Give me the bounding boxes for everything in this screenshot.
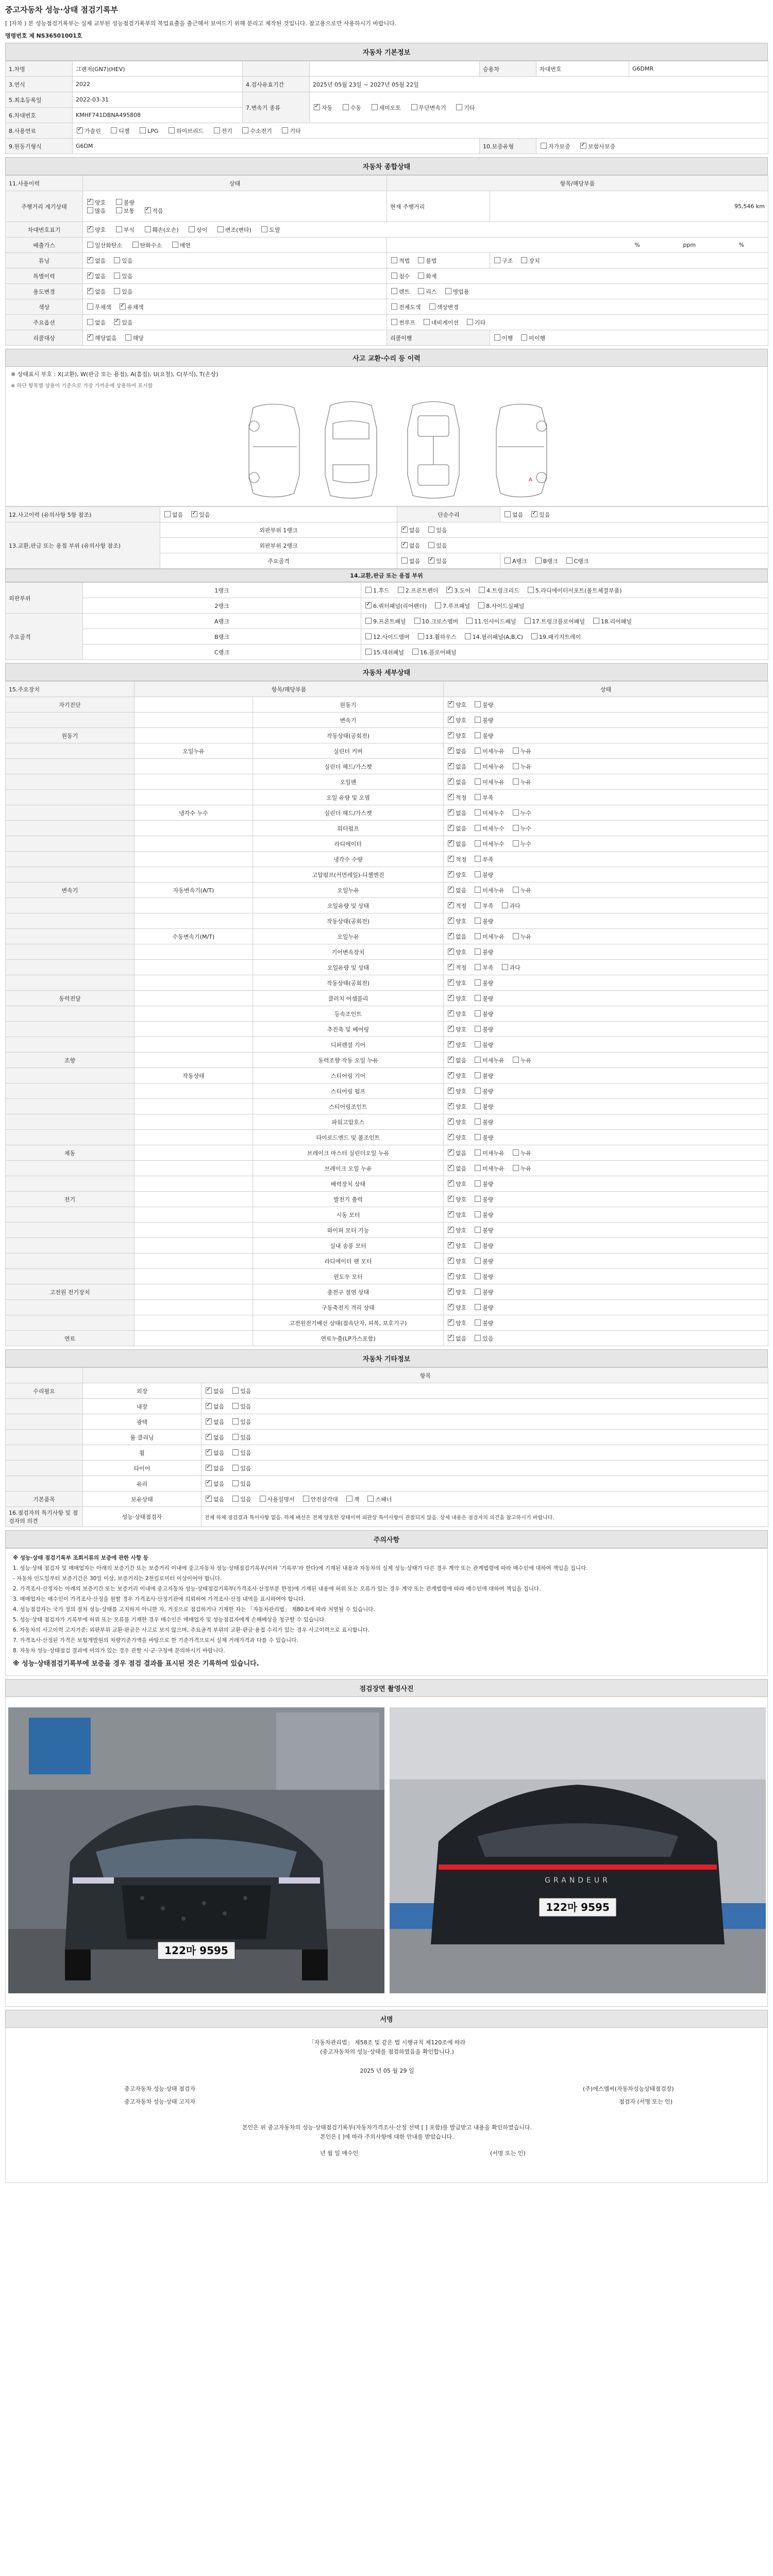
- extra-row: 광택 ✓ 없음 있음: [6, 1414, 768, 1430]
- detail-row: 등속조인트 ✓ 양호 불량: [6, 1006, 768, 1022]
- detail-state: ✓ 없음 미세누유 누유: [444, 774, 768, 790]
- section-detail-header: 자동차 세부상태: [5, 663, 768, 681]
- section-overall-header: 자동차 종합상태: [5, 157, 768, 175]
- checkbox: [346, 1496, 352, 1502]
- detail-state: ✓ 양호 불량: [444, 1006, 768, 1022]
- checkbox: [448, 1196, 454, 1202]
- checkbox: [513, 1165, 519, 1171]
- detail-row: 수동변속기(M/T) 오일누유 ✓ 없음 미세누유 누유: [6, 929, 768, 944]
- detail-row: 연료 연료누출(LP가스포함) ✓ 없음 있음: [6, 1331, 768, 1346]
- detail-state: ✓ 없음 미세누수 누수: [444, 821, 768, 836]
- mileage-value: 95,546 km: [490, 191, 768, 222]
- detail-row: 고전원전기배선 상태(접속단자, 피복, 보호기구) ✓ 양호 불량: [6, 1315, 768, 1331]
- checkbox: [206, 1496, 212, 1502]
- checkbox: [513, 763, 519, 769]
- checkbox: [367, 1496, 374, 1502]
- detail-row: 배력장치 상태 ✓ 양호 불량: [6, 1176, 768, 1192]
- checkbox: [448, 1211, 454, 1217]
- svg-text:A: A: [529, 477, 532, 483]
- detail-state: ✓ 양호 불량: [444, 1269, 768, 1284]
- checkbox: [475, 871, 481, 877]
- detail-state: ✓ 양호 불량: [444, 1223, 768, 1238]
- checkbox: [475, 1335, 481, 1341]
- extra-table: 항목 수리필요 외장 ✓ 없음 있음 내장 ✓ 없음 있음 광택 ✓ 없음 있음 룸 클리닝 ✓ 없음 있음 휠 ✓ 없음 있음 타이어 ✓ 없음 있음 유리 ✓ 없음 있음 기본품목 보유상태 ✓ 없음 있음 사용설명서 안전삼각대 잭 스패너 16.점검자의 특기사항 및 점검자의 의견 성능·상태점검자 전체 하체 점검결과 특이사항 없음. 하체 배선은 전체 양호한 상태이며 외관상 특이사항이 관찰되지 않음. 상세 내용은 점검자의 의견을 참고하시기 바랍니다.: [5, 1367, 768, 1527]
- odometer-options: ✓양호 불량 많음 보통 ✓ 적음: [83, 191, 387, 222]
- detail-state: ✓ 양호 불량: [444, 1284, 768, 1300]
- checkbox: [475, 1319, 481, 1326]
- checkbox: [475, 1149, 481, 1156]
- detail-state: ✓ 양호 불량: [444, 913, 768, 929]
- detail-state: ✓ 양호 불량: [444, 728, 768, 743]
- detail-row: 오일유량 및 상태 ✓ 적정 부족 과다: [6, 960, 768, 975]
- overall-table: 11.사용이력 상태 항목/해당부품 주행거리 계기상태 ✓양호 불량 많음 보통 ✓ 적음 현재 주행거리 95,546 km 차대번호표기 ✓ 양호 부식 훼손(오손) 상이 변조(변타) 도말 배출가스 일산화탄소 탄화수소 매연 % ppm % 튜닝 ✓ 없음 있음 적법 불법 구조 장치 특별이력 ✓ 없음 있음 침수 화재 용도변경 ✓ 없음 있음 렌트 리스 영업용 색상 무채색✓ 유채색 전체도색 색상변경 주요옵션 없음✓ 있음 썬루프 네비게이션 기타 리콜대상 ✓ 해당없음 해당 리콜이행 이행 미이행: [5, 175, 768, 346]
- checkbox: [475, 1227, 481, 1233]
- section-photos-header: 점검장면 촬영사진: [5, 1679, 768, 1697]
- checkbox: [475, 763, 481, 769]
- checkbox: [448, 1258, 454, 1264]
- detail-row: 냉각수 수량 ✓ 적정 부족: [6, 852, 768, 867]
- detail-row: 라디에이터 팬 모터 ✓ 양호 불량: [6, 1253, 768, 1269]
- checkbox: [475, 964, 481, 970]
- checkbox: [206, 1465, 212, 1471]
- checkbox: [475, 1041, 481, 1047]
- svg-text:122마 9595: 122마 9595: [164, 1944, 228, 1957]
- extra-row: 휠 ✓ 없음 있음: [6, 1445, 768, 1461]
- checkbox: [513, 1057, 519, 1063]
- checkbox: [448, 825, 454, 831]
- checkbox: [475, 1273, 481, 1279]
- damage-legend: ※ 상태표시 부호 : X(교환), W(판금 또는 용접), A(흠집), U(요철), C(부식), T(손상): [11, 371, 219, 378]
- detail-row: 작동상태 스티어링 기어 ✓ 양호 불량: [6, 1068, 768, 1083]
- checkbox: [448, 1227, 454, 1233]
- damage-legend-note: ※ 하단 항목별 상용어 기준으로 가장 가까운에 상용하여 표시함: [11, 383, 153, 389]
- checkbox: [475, 1196, 481, 1202]
- detail-row: 워터펌프 ✓ 없음 미세누수 누수: [6, 821, 768, 836]
- detail-row: 디퍼렌셜 기어 ✓ 양호 불량: [6, 1037, 768, 1053]
- warranty-options: 자가보증 ✓ 보험사보증: [536, 139, 768, 154]
- checkbox: [448, 1242, 454, 1248]
- detail-state: ✓ 없음 미세누수 누수: [444, 836, 768, 852]
- vin-options: ✓ 양호 부식 훼손(오손) 상이 변조(변타) 도말: [83, 222, 768, 238]
- detail-state: ✓ 양호 불량: [444, 1238, 768, 1253]
- checkbox: [448, 948, 454, 955]
- detail-row: 와이퍼 모터 기능 ✓ 양호 불량: [6, 1223, 768, 1238]
- checkbox: [475, 1211, 481, 1217]
- detail-state: ✓ 없음 미세누유 누유: [444, 1161, 768, 1176]
- checkbox: [475, 933, 481, 939]
- checkbox: [448, 1134, 454, 1140]
- checkbox: [448, 918, 454, 924]
- accident-table: 12.사고이력 (유의사항 5항 참조) 없음✓ 있음 단순수리 없음✓ 있음 13.교환,판금 또는 용접 부위 (유의사항 참조) 외판부위 1랭크 ✓ 없음 있음 외판부위 2랭크 ✓ 없음 있음 주요골격 없음✓ 있음 A랭크 B랭크 C랭크: [5, 506, 768, 569]
- checkbox: [475, 856, 481, 862]
- extra-row: 기본품목 보유상태 ✓ 없음 있음 사용설명서 안전삼각대 잭 스패너: [6, 1492, 768, 1507]
- checkbox: [475, 1304, 481, 1310]
- checkbox: [475, 1242, 481, 1248]
- detail-state: ✓ 양호 불량: [444, 1114, 768, 1130]
- checkbox: [232, 1403, 239, 1409]
- checkbox: [475, 918, 481, 924]
- detail-state: ✓ 양호 불량: [444, 975, 768, 991]
- detail-state: ✓ 양호 불량: [444, 1176, 768, 1192]
- checkbox: [448, 1072, 454, 1078]
- detail-state: ✓ 적정 부족: [444, 852, 768, 867]
- detail-row: 추진축 및 베어링 ✓ 양호 불량: [6, 1022, 768, 1037]
- checkbox: [475, 1258, 481, 1264]
- checkbox: [475, 1103, 481, 1109]
- detail-row: 전기 발전기 출력 ✓ 양호 불량: [6, 1192, 768, 1207]
- svg-text:GRANDEUR: GRANDEUR: [545, 1876, 611, 1885]
- checkbox: [448, 1118, 454, 1125]
- notes-warning: ※ 성능·상태점검기록부에 보증을 경우 점검 결과를 표시된 것은 기록하여 있습니다.: [13, 1660, 259, 1668]
- detail-row: 고전원 전기장치 충전구 절연 상태 ✓ 양호 불량: [6, 1284, 768, 1300]
- checkbox: [232, 1449, 239, 1455]
- checkbox: [448, 1304, 454, 1310]
- checkbox: [475, 948, 481, 955]
- checkbox: [475, 794, 481, 800]
- checkbox: [475, 717, 481, 723]
- detail-state: ✓ 양호 불량: [444, 867, 768, 883]
- checkbox: [475, 1088, 481, 1094]
- checkbox: [448, 763, 454, 769]
- detail-state: ✓ 양호 불량: [444, 1207, 768, 1223]
- damage-diagram-area: [5, 367, 768, 506]
- section-damage-header: 사고 교환·수리 등 이력: [5, 349, 768, 367]
- checkbox: [448, 1165, 454, 1171]
- checkbox: [448, 933, 454, 939]
- detail-state: ✓ 양호 불량: [444, 1099, 768, 1114]
- emission-options: 일산화탄소 탄화수소 매연: [83, 238, 387, 253]
- checkbox: [475, 778, 481, 785]
- checkbox: [448, 748, 454, 754]
- checkbox: [448, 1057, 454, 1063]
- checkbox: [475, 1289, 481, 1295]
- detail-state: ✓ 없음 미세누유 누유: [444, 929, 768, 944]
- detail-table: 15.주요장치 항목/해당부품 상태 자기진단 원동기 ✓ 양호 불량 변속기 ✓ 양호 불량 원동기 작동상태(공회전) ✓ 양호 불량 오일누유 실린더 커버 ✓ 없음 미세누유 누유 실린더 헤드/가스켓 ✓ 없음 미세누유 누유 오일팬 ✓ 없음 미세누유 누유 오일 유량 및 오염 ✓ 적정 부족 냉각수 누수 실린더 헤드/가스켓 ✓ 없음 미세누수 누수 워터펌프 ✓ 없음 미세누수 누수 라디에이터 ✓ 없음 미세누수 누수 냉각수 수량 ✓ 적정 부족 고압펌프(커먼레일)-디젤엔진 ✓ 양호 불량 변속기 자동변속기(A/T) 오일누유 ✓ 없음 미세누유 누유 오일유량 및 상태 ✓ 적정 부족 과다 작동상태(공회전) ✓ 양호 불량 수동변속기(M/T) 오일누유 ✓ 없음 미세누유 누유 기어변속장치 ✓ 양호 불량 오일유량 및 상태 ✓ 적정 부족 과다 작동상태(공회전) ✓ 양호 불량 동력전달 클러치 어셈블리 ✓ 양호 불량 등속조인트 ✓ 양호 불량 추진축 및 베어링 ✓ 양호 불량 디퍼렌셜 기어 ✓ 양호 불량 조향 동력조향 작동 오일 누유 ✓ 없음 미세누유 누유 작동상태 스티어링 기어 ✓ 양호 불량 스티어링 펌프 ✓ 양호 불량 스티어링조인트 ✓ 양호 불량 파워고압호스 ✓ 양호 불량 타이로드엔드 및 볼조인트 ✓ 양호 불량 제동 브레이크 마스터 실린더오일 누유 ✓ 없음 미세누유 누유 브레이크 오일 누유 ✓ 없음 미세누유 누유 배력장치 상태 ✓ 양호 불량 전기 발전기 출력 ✓ 양호 불량 시동 모터 ✓ 양호 불량 와이퍼 모터 기능 ✓ 양호 불량 실내 송풍 모터 ✓ 양호 불량 라디에이터 팬 모터 ✓ 양호 불량 윈도우 모터 ✓ 양호 불량 고전원 전기장치 충전구 절연 상태 ✓ 양호 불량 구동축전지 격리 상태 ✓ 양호 불량 고전원전기배선 상태(접속단자, 피복, 보호기구) ✓ 양호 불량 연료 연료누출(LP가스포함) ✓ 없음 있음: [5, 681, 768, 1346]
- checkbox: [475, 1010, 481, 1016]
- checkbox: [448, 1289, 454, 1295]
- detail-row: 파워고압호스 ✓ 양호 불량: [6, 1114, 768, 1130]
- detail-row: 스티어링조인트 ✓ 양호 불량: [6, 1099, 768, 1114]
- detail-state: ✓ 양호 불량: [444, 1022, 768, 1037]
- detail-row: 기어변속장치 ✓ 양호 불량: [6, 944, 768, 960]
- detail-state: ✓ 양호 불량: [444, 1253, 768, 1269]
- detail-row: 변속기 자동변속기(A/T) 오일누유 ✓ 없음 미세누유 누유: [6, 883, 768, 898]
- extra-row: 수리필요 외장 ✓ 없음 있음: [6, 1383, 768, 1399]
- detail-state: ✓ 양호 불량: [444, 1300, 768, 1315]
- checkbox: [475, 1134, 481, 1140]
- checkbox: [448, 1335, 454, 1341]
- checkbox: [448, 1180, 454, 1187]
- checkbox: [448, 1103, 454, 1109]
- detail-state: ✓ 양호 불량: [444, 1315, 768, 1331]
- detail-state: ✓ 적정 부족 과다: [444, 960, 768, 975]
- checkbox: [448, 1026, 454, 1032]
- checkbox: [475, 1180, 481, 1187]
- checkbox: [513, 748, 519, 754]
- extra-row: 유리 ✓ 없음 있음: [6, 1476, 768, 1492]
- detail-row: 실린더 헤드/가스켓 ✓ 없음 미세누유 누유: [6, 759, 768, 774]
- checkbox: [448, 979, 454, 986]
- detail-row: 실내 송풍 모터 ✓ 양호 불량: [6, 1238, 768, 1253]
- detail-row: 오일 유량 및 오염 ✓ 적정 부족: [6, 790, 768, 805]
- checkbox: [448, 840, 454, 846]
- checkbox: [475, 1118, 481, 1125]
- checkbox: [475, 701, 481, 707]
- checkbox: [232, 1480, 239, 1486]
- checkbox: [502, 964, 508, 970]
- checkbox: [232, 1496, 239, 1502]
- section-extra-header: 자동차 기타정보: [5, 1349, 768, 1367]
- detail-row: 작동상태(공회전) ✓ 양호 불량: [6, 975, 768, 991]
- checkbox: [448, 809, 454, 816]
- detail-row: 변속기 ✓ 양호 불량: [6, 713, 768, 728]
- section-sign-header: 서명: [5, 2010, 768, 2028]
- detail-row: 시동 모터 ✓ 양호 불량: [6, 1207, 768, 1223]
- checkbox: [206, 1449, 212, 1455]
- parts-table: 외판부위 1랭크 1.후드 2.프론트펜더✓ 3.도어 4.트렁크리드 5.라디에이터서포트(볼트체결부품) 2랭크 ✓ 6.쿼터패널(리어펜더) 7.루프패널 8.사이드실패널 주요골격 A랭크 9.프론트패널 10.크로스멤버 11.인사이드패널 17.트렁크플로어패널 18.리어패널 B랭크 12.사이드멤버 13.휠하우스 14.필러패널(A,B,C) 19.패키지트레이 C랭크 15.대쉬패널 16.플로어패널: [5, 582, 768, 660]
- detail-row: 자기진단 원동기 ✓ 양호 불량: [6, 697, 768, 713]
- detail-row: 오일누유 실린더 커버 ✓ 없음 미세누유 누유: [6, 743, 768, 759]
- detail-state: ✓ 없음 있음: [444, 1331, 768, 1346]
- checkbox: [502, 902, 508, 908]
- checkbox: [232, 1434, 239, 1440]
- detail-state: ✓ 없음 미세누유 누유: [444, 1145, 768, 1161]
- section-basic-header: 자동차 기본정보: [5, 43, 768, 61]
- detail-row: 동력전달 클러치 어셈블리 ✓ 양호 불량: [6, 991, 768, 1006]
- checkbox: [475, 825, 481, 831]
- checkbox: [448, 1319, 454, 1326]
- rear-photo: [390, 1707, 766, 1993]
- detail-state: ✓ 양호 불량: [444, 697, 768, 713]
- checkbox: [475, 840, 481, 846]
- car-diagrams: [243, 398, 573, 501]
- detail-row: 스티어링 펌프 ✓ 양호 불량: [6, 1083, 768, 1099]
- detail-state: ✓ 적정 부족: [444, 790, 768, 805]
- detail-state: ✓ 양호 불량: [444, 1130, 768, 1145]
- detail-row: 구동축전지 격리 상태 ✓ 양호 불량: [6, 1300, 768, 1315]
- detail-state: ✓ 양호 불량: [444, 991, 768, 1006]
- document-title: 중고자동차 성능·상태 점검기록부: [5, 5, 119, 14]
- checkbox: [475, 1165, 481, 1171]
- extra-row: 타이어 ✓ 없음 있음: [6, 1461, 768, 1476]
- checkbox: [475, 887, 481, 893]
- checkbox: [260, 1496, 266, 1502]
- fuel-options: ✓ 가솔린 디젤 LPG 하이브리드 전기 수소전기 기타: [73, 123, 768, 139]
- detail-row: 원동기 작동상태(공회전) ✓ 양호 불량: [6, 728, 768, 743]
- extra-rows: [6, 1383, 768, 1507]
- checkbox: [232, 1465, 239, 1471]
- svg-text:122마 9595: 122마 9595: [546, 1901, 610, 1913]
- checkbox: [475, 1057, 481, 1063]
- checkbox: [448, 871, 454, 877]
- checkbox: [513, 778, 519, 785]
- document-number: 명령번호 제 NS36501001호: [5, 32, 82, 39]
- extra-row: 내장 ✓ 없음 있음: [6, 1399, 768, 1414]
- checkbox: [513, 809, 519, 816]
- detail-row: 고압펌프(커먼레일)-디젤엔진 ✓ 양호 불량: [6, 867, 768, 883]
- photo-area: [5, 1697, 768, 2007]
- checkbox: [448, 778, 454, 785]
- section-notes-header: 주의사항: [5, 1530, 768, 1548]
- checkbox: [448, 1010, 454, 1016]
- front-photo: [8, 1707, 384, 1993]
- detail-state: ✓ 양호 불량: [444, 1068, 768, 1083]
- checkbox: [206, 1480, 212, 1486]
- checkbox: [232, 1387, 239, 1394]
- checkbox: [475, 1026, 481, 1032]
- checkbox: [448, 856, 454, 862]
- detail-row: 제동 브레이크 마스터 실린더오일 누유 ✓ 없음 미세누유 누유: [6, 1145, 768, 1161]
- detail-state: ✓ 양호 불량: [444, 1083, 768, 1099]
- checkbox: [475, 1072, 481, 1078]
- detail-row: 오일팬 ✓ 없음 미세누유 누유: [6, 774, 768, 790]
- detail-state: ✓ 양호 불량: [444, 713, 768, 728]
- checkbox: [475, 979, 481, 986]
- car-outline-icon: [243, 398, 573, 501]
- checkbox: [475, 995, 481, 1001]
- checkbox: [206, 1434, 212, 1440]
- detail-state: ✓ 없음 미세누유 누유: [444, 759, 768, 774]
- document: [5, 0, 768, 2183]
- notes-area: ※ 성능·상태 점검기록부 조회서류의 보증에 관한 사항 등 1. 성능·상태 점검자 및 매매업자는 아래의 보증기간 또는 보증거리 이내에 중고자동차 성능·상태점검기록부(이하 ‘기록부’라 한다)에 기재된 내용과 자동차의 실제 성능·상태가 다른 경우 계약 또는 관계법령에 따라 매수인에 대하여 책임을 집니다. - 자동차 인도일부터 보증기간은 30일 이상, 보증거리는 2천킬로미터 이상이어야 합니다. 2. 가격조사·산정자는 아래의 보증기간 또는 보증거리 이내에 중고자동차 성능·상태점검기록부(가격조사·산정부분 한정)에 기재된 내용에 허위 또는 오류가 있는 경우 계약 또는 관계법령에 따라 매수인에 대하여 책임을 집니다. 3. 매매업자는 매수인이 가격조사·산정을 원할 경우 가격조사·산정기관에 의뢰하여 가격조사·산정 내역을 표시하여야 합니다. 4. 성능점검자는 국가 정의 절차 성능·상태를 고지하지 아니한 자, 거짓으로 점검하거나 기재한 자는 「자동차관리법」 제80조에 따라 처벌될 수 있습니다. 5. 성능·상태 점검자가 기록부에 허위 또는 오류를 기재한 경우 매수인은 매매업자 및 성능점검자에게 손해배상을 청구할 수 있습니다. 6. 자동차의 사고이력 고지기준: 외판부위 교환·판금은 사고로 보지 않으며, 주요골격 부위의 교환·판금·용접 수리가 있는 경우 사고이력으로 표시합니다. 7. 가격조사·산정된 가격은 보험개발원의 차량기준가액을 바탕으로 한 기준가격으로서 실제 거래가격과 다를 수 있습니다. 8. 자동차 성능·상태점검 결과에 이의가 있는 경우 관할 시·군·구청에 문의하시기 바랍니다. ※ 성능·상태점검기록부에 보증을 경우 점검 결과를 표시된 것은 기록하여 있습니다.: [5, 1548, 768, 1676]
- detail-state: ✓ 양호 불량: [444, 1037, 768, 1053]
- detail-rows: [6, 697, 768, 1346]
- detail-row: 오일유량 및 상태 ✓ 적정 부족 과다: [6, 898, 768, 913]
- detail-state: ✓ 없음 미세누유 누유: [444, 883, 768, 898]
- checkbox: [513, 933, 519, 939]
- checkbox: [206, 1418, 212, 1425]
- checkbox: [513, 840, 519, 846]
- detail-state: ✓ 없음 미세누유 누유: [444, 1053, 768, 1068]
- checkbox: [448, 902, 454, 908]
- detail-row: 조향 동력조향 작동 오일 누유 ✓ 없음 미세누유 누유: [6, 1053, 768, 1068]
- checkbox: [475, 809, 481, 816]
- detail-state: ✓ 양호 불량: [444, 944, 768, 960]
- checkbox: [475, 902, 481, 908]
- checkbox: [303, 1496, 309, 1502]
- notice-text: [ ]자차 ) 본 성능점검기록부는 실제 교부된 성능점검기록부의 복업표출을 출근해서 보여드기 위해 분리고 제작된 것입니다. 참고용으로만 사용하시기 바랍니다.: [5, 20, 397, 27]
- detail-state: ✓ 양호 불량: [444, 1192, 768, 1207]
- checkbox: [513, 1149, 519, 1156]
- checkbox: [206, 1403, 212, 1409]
- basic-table: 1.차명 그랜저(GN7)(HEV) 승용차 차대번호 G6DMR 3.연식 2022 4.검사유효기간 2025년 05월 23일 ~ 2027년 05월 22일 5.최초등록일 2022-03-31 7.변속기 종류 ✓ 자동 수동 세미오토 무단변속기 기타 6.차대번호 KMHF741DBNA495808 8.사용연료 ✓ 가솔린 디젤 LPG 하이브리드 전기 수소전기 기타 9.원동기형식 G6DM 10.보증유형 자가보증 ✓ 보험사보증: [5, 61, 768, 154]
- signature-area: 「자동차관리법」 제58조 및 같은 법 시행규칙 제120조에 따라 (중고자동차의 성능·상태를 점검하였음을 확인합니다.) 2025 년 05 월 29 일 중고자동차 성능·상태 점검자 중고자동차 성능·상태 고지자 (주)에스엠씨(자동차성능상태점검장) 점검자 (서명 또는 인) 본인은 위 중고자동차의 성능·상태점검기록부(자동차가격조사·산정 선택 [ ] 포함)를 발급받고 내용을 확인하였습니다. 본인은 [ ]에 따라 주의사항에 대한 안내를 받았습니다. 년 월 일 매수인 (서명 또는 인): [5, 2028, 768, 2183]
- checkbox: [448, 887, 454, 893]
- checkbox: [448, 964, 454, 970]
- checkbox: [513, 825, 519, 831]
- checkbox: [448, 701, 454, 707]
- transmission-options: ✓ 자동 수동 세미오토 무단변속기 기타: [310, 92, 768, 123]
- checkbox: [448, 1149, 454, 1156]
- checkbox: [475, 732, 481, 738]
- checkbox: [232, 1418, 239, 1425]
- checkbox: [513, 887, 519, 893]
- detail-state: ✓ 적정 부족 과다: [444, 898, 768, 913]
- checkbox: [448, 1088, 454, 1094]
- checkbox: [448, 732, 454, 738]
- inspector-opinion: 전체 하체 점검결과 특이사항 없음. 하체 배선은 전체 양호한 상태이며 외관상 특이사항이 관찰되지 않음. 상세 내용은 점검자의 의견을 참고하시기 바랍니다.: [201, 1507, 768, 1527]
- extra-row: 룸 클리닝 ✓ 없음 있음: [6, 1430, 768, 1445]
- checkbox: [475, 748, 481, 754]
- detail-row: 타이로드엔드 및 볼조인트 ✓ 양호 불량: [6, 1130, 768, 1145]
- detail-row: 윈도우 모터 ✓ 양호 불량: [6, 1269, 768, 1284]
- checkbox: [448, 717, 454, 723]
- detail-row: 냉각수 누수 실린더 헤드/가스켓 ✓ 없음 미세누수 누수: [6, 805, 768, 821]
- detail-row: 라디에이터 ✓ 없음 미세누수 누수: [6, 836, 768, 852]
- checkbox: [206, 1387, 212, 1394]
- detail-state: ✓ 없음 미세누유 누유: [444, 743, 768, 759]
- detail-row: 브레이크 오일 누유 ✓ 없음 미세누유 누유: [6, 1161, 768, 1176]
- checkbox: [448, 1273, 454, 1279]
- checkbox: [448, 1041, 454, 1047]
- detail-state: ✓ 없음 미세누수 누수: [444, 805, 768, 821]
- parts-header: 14.교환,판금 또는 용접 부위: [5, 569, 768, 582]
- detail-row: 작동상태(공회전) ✓ 양호 불량: [6, 913, 768, 929]
- checkbox: [448, 995, 454, 1001]
- checkbox: [448, 794, 454, 800]
